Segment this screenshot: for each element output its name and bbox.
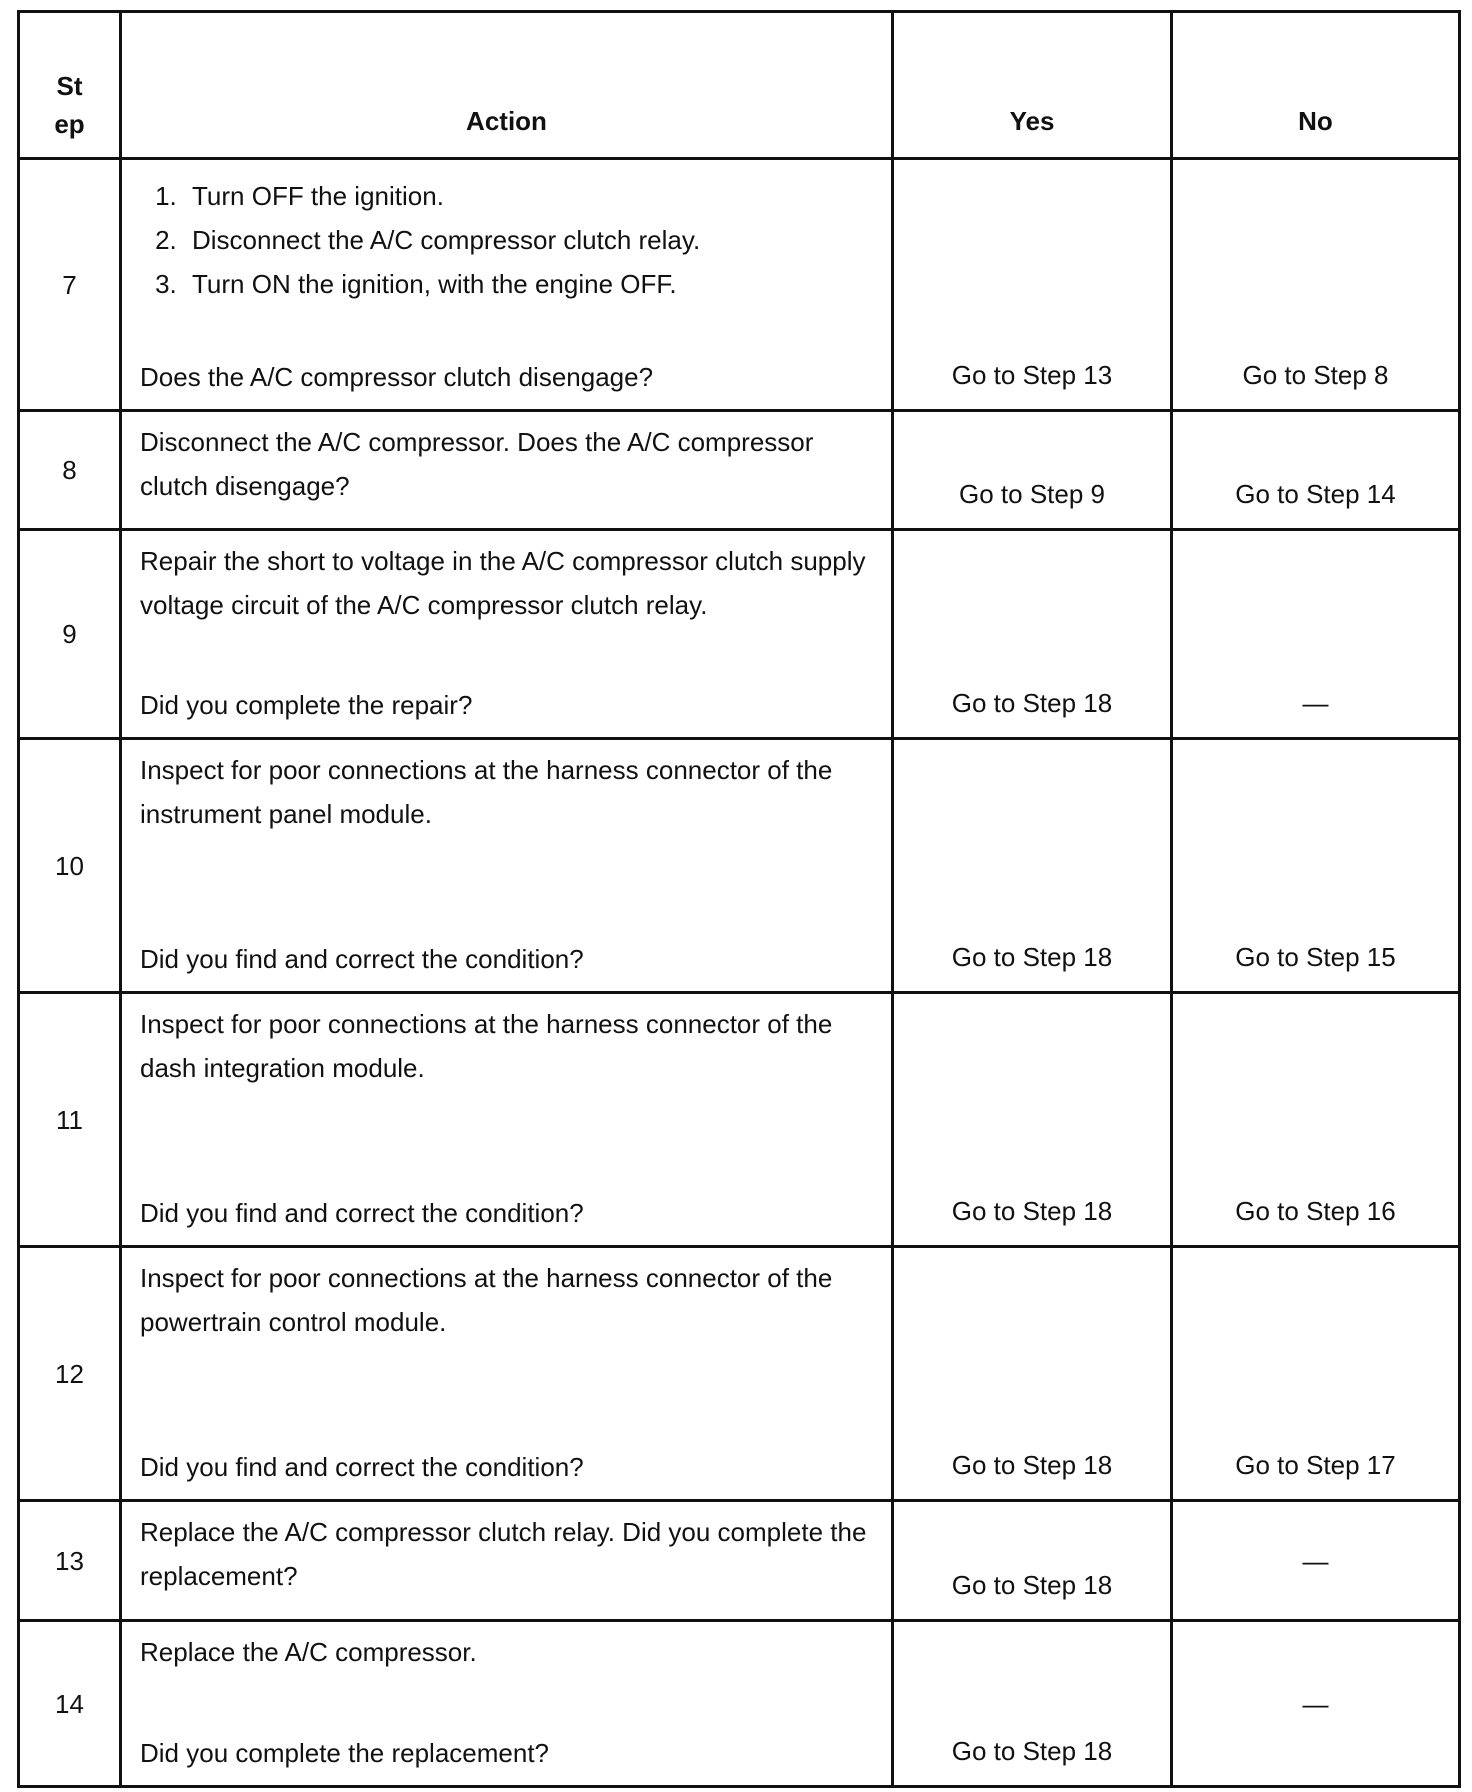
step-number: 12 [19, 1247, 121, 1501]
yes-cell: Go to Step 18 [893, 993, 1172, 1247]
header-yes: Yes [893, 12, 1172, 159]
table-row [19, 1501, 1460, 1621]
no-cell: Go to Step 14 [1172, 411, 1460, 530]
step-number: 11 [19, 993, 121, 1247]
action-question: Did you complete the repair? [140, 690, 473, 720]
no-cell: — [1172, 530, 1460, 739]
action-cell [121, 993, 893, 1247]
step-number: 14 [19, 1621, 121, 1787]
yes-cell: Go to Step 13 [893, 159, 1172, 411]
yes-cell: Go to Step 18 [893, 739, 1172, 993]
table-row [19, 530, 1460, 739]
no-cell: — [1172, 1621, 1460, 1787]
action-cell [121, 411, 893, 530]
yes-cell: Go to Step 18 [893, 530, 1172, 739]
action-cell [121, 1501, 893, 1621]
yes-cell: Go to Step 18 [893, 1501, 1172, 1621]
yes-cell: Go to Step 9 [893, 411, 1172, 530]
action-question: Did you find and correct the condition? [140, 1198, 584, 1228]
table-row [19, 1247, 1460, 1501]
action-text: Inspect for poor connections at the harness connector of the dash integration module. [140, 1009, 833, 1083]
action-text: Replace the A/C compressor clutch relay. Did you complete the replacement? [140, 1517, 867, 1591]
action-cell [121, 530, 893, 739]
no-cell: — [1172, 1501, 1460, 1621]
action-question: Did you find and correct the condition? [140, 944, 584, 974]
yes-cell: Go to Step 18 [893, 1247, 1172, 1501]
action-text: Replace the A/C compressor. [140, 1637, 477, 1667]
action-text: Repair the short to voltage in the A/C compressor clutch supply voltage circuit of the A/C compressor clutch relay. [140, 546, 866, 620]
no-cell: Go to Step 17 [1172, 1247, 1460, 1501]
step-number: 10 [19, 739, 121, 993]
step-number: 7 [19, 159, 121, 411]
header-row [19, 12, 1460, 159]
action-cell [121, 1621, 893, 1787]
header-no: No [1172, 12, 1460, 159]
header-action: Action [121, 12, 893, 159]
action-question: Did you find and correct the condition? [140, 1452, 584, 1482]
header-step: St ep [19, 12, 121, 159]
table-row [19, 159, 1460, 411]
action-text: Inspect for poor connections at the harness connector of the instrument panel module. [140, 755, 833, 829]
table-row [19, 993, 1460, 1247]
table-row [19, 739, 1460, 993]
action-step: 2. Disconnect the A/C compressor clutch relay. [184, 218, 875, 262]
action-question: Did you complete the replacement? [140, 1738, 550, 1768]
action-text: Inspect for poor connections at the harness connector of the powertrain control module. [140, 1263, 833, 1337]
step-number: 8 [19, 411, 121, 530]
action-text: Disconnect the A/C compressor. Does the A/C compressor clutch disengage? [140, 427, 814, 501]
action-cell [121, 159, 893, 411]
action-step: 3. Turn ON the ignition, with the engine OFF. [184, 262, 875, 306]
action-cell [121, 1247, 893, 1501]
table-row [19, 411, 1460, 530]
table-row [19, 1621, 1460, 1787]
step-number: 9 [19, 530, 121, 739]
action-step: 1. Turn OFF the ignition. [184, 174, 875, 218]
yes-cell: Go to Step 18 [893, 1621, 1172, 1787]
step-number: 13 [19, 1501, 121, 1621]
no-cell: Go to Step 8 [1172, 159, 1460, 411]
action-question: Does the A/C compressor clutch disengage? [140, 362, 654, 392]
diagnostic-table [17, 10, 1461, 1788]
no-cell: Go to Step 15 [1172, 739, 1460, 993]
action-cell [121, 739, 893, 993]
action-steps [140, 174, 875, 306]
no-cell: Go to Step 16 [1172, 993, 1460, 1247]
